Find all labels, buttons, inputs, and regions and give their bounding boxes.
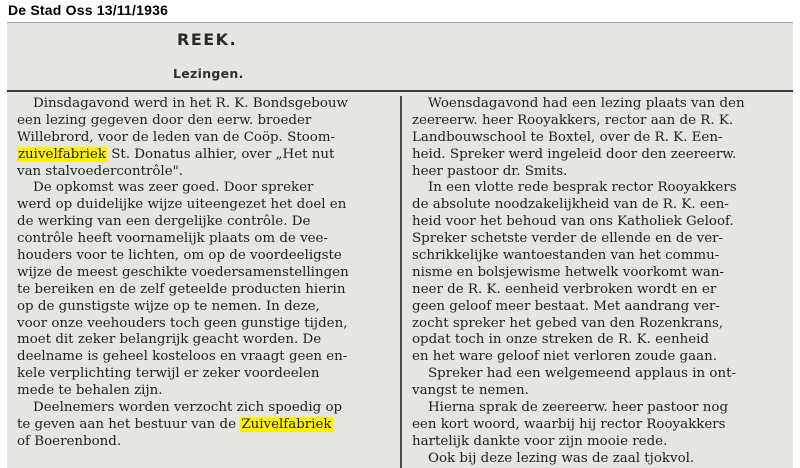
text-line bbox=[412, 434, 788, 451]
text-line bbox=[412, 299, 788, 316]
text-run: de werking van een dergelijke contrôle. De bbox=[17, 214, 311, 230]
text-line bbox=[412, 113, 788, 130]
text-line bbox=[412, 383, 788, 400]
text-run: vangst te nemen. bbox=[412, 383, 529, 399]
text-run: St. Donatus alhier, over „Het nut bbox=[106, 146, 335, 162]
article-heading: REEK. bbox=[177, 30, 238, 49]
text-line bbox=[412, 231, 788, 248]
column-divider bbox=[400, 96, 402, 468]
text-run: deelname is geheel kosteloos en vraagt geen en- bbox=[17, 349, 348, 365]
text-run: Landbouwschool te Boxtel, over de R. K. Een- bbox=[412, 129, 723, 145]
text-line bbox=[17, 400, 393, 417]
text-run: zocht spreker het gebed van den Rozenkrans, bbox=[412, 315, 724, 331]
text-run: Woensdagavond had een lezing plaats van den bbox=[428, 96, 745, 111]
text-run: wijze de meest geschikte voedersamenstellingen bbox=[17, 264, 349, 280]
text-line bbox=[412, 366, 788, 383]
text-run: In een vlotte rede besprak rector Rooyakkers bbox=[428, 180, 737, 196]
text-line bbox=[17, 96, 393, 113]
text-line bbox=[412, 130, 788, 147]
text-line bbox=[412, 164, 788, 181]
text-run: te bereiken en de zelf geteelde producten hierin bbox=[17, 281, 346, 297]
text-line bbox=[412, 197, 788, 214]
text-run: of Boerenbond. bbox=[17, 433, 122, 449]
text-line bbox=[17, 113, 393, 130]
text-line bbox=[17, 130, 393, 147]
text-line bbox=[412, 96, 788, 113]
text-line bbox=[17, 349, 393, 366]
highlighted-term: Zuivelfabriek bbox=[241, 416, 332, 432]
left-column bbox=[17, 96, 393, 451]
text-run: zeereerw. heer Rooyakkers, rector aan de R. K. bbox=[412, 112, 734, 128]
text-run: Deelnemers worden verzocht zich spoedig op bbox=[33, 400, 343, 416]
text-run: hartelijk dankte voor zijn mooie rede. bbox=[412, 433, 668, 449]
text-run: op de gunstigste wijze op te nemen. In deze, bbox=[17, 298, 320, 314]
text-run: nisme en bolsjewisme hetwelk voorkomt wan- bbox=[412, 264, 724, 280]
text-line bbox=[17, 282, 393, 299]
text-line bbox=[17, 316, 393, 333]
text-line bbox=[412, 248, 788, 265]
newspaper-clipping bbox=[7, 22, 793, 468]
text-run: heid. Spreker werd ingeleid door den zeereerw. bbox=[412, 146, 737, 162]
right-column bbox=[412, 96, 788, 468]
text-line bbox=[412, 214, 788, 231]
text-run: heer pastoor dr. Smits. bbox=[412, 163, 568, 179]
text-line bbox=[412, 265, 788, 282]
text-run: voor onze veehouders toch geen gunstige tijden, bbox=[17, 315, 348, 331]
text-run: opdat toch in onze streken de R. K. eenheid bbox=[412, 332, 709, 348]
text-line bbox=[17, 214, 393, 231]
text-line bbox=[17, 332, 393, 349]
highlighted-term: zuivelfabriek bbox=[18, 146, 106, 162]
text-line bbox=[412, 332, 788, 349]
text-run: schrikkelijke wantoestanden van het commu- bbox=[412, 248, 720, 264]
text-run: Willebrord, voor de leden van de Coöp. Stoom- bbox=[17, 129, 336, 145]
text-run: een lezing gegeven door den eerw. broeder bbox=[17, 112, 312, 128]
text-run: kele verplichting terwijl er zeker voordeelen bbox=[17, 366, 320, 382]
text-run: De opkomst was zeer goed. Door spreker bbox=[33, 180, 314, 196]
text-run: te geven aan het bestuur van de bbox=[17, 416, 241, 432]
text-run: neer de R. K. eenheid verbroken wordt en er bbox=[412, 281, 717, 297]
text-line bbox=[17, 434, 393, 451]
text-run: de absolute noodzakelijkheid van de R. K. een- bbox=[412, 197, 729, 213]
text-line bbox=[412, 417, 788, 434]
text-line bbox=[17, 366, 393, 383]
text-run: moet dit zeker belangrijk geacht worden. De bbox=[17, 332, 322, 348]
article-subheading: Lezingen. bbox=[173, 66, 244, 81]
text-run: houders voor te lichten, om op de voordeeligste bbox=[17, 248, 342, 264]
text-run: Hierna sprak de zeereerw. heer pastoor nog bbox=[428, 400, 729, 416]
clipping-top-edge bbox=[7, 22, 793, 23]
text-line bbox=[412, 147, 788, 164]
text-run: een kort woord, waarbij hij rector Rooyakkers bbox=[412, 416, 726, 432]
text-line bbox=[17, 164, 393, 181]
text-run: contrôle heeft voornamelijk plaats om de vee- bbox=[17, 231, 329, 247]
text-line bbox=[17, 231, 393, 248]
text-line bbox=[412, 400, 788, 417]
text-run: Dinsdagavond werd in het R. K. Bondsgebouw bbox=[33, 96, 348, 111]
heading-divider bbox=[7, 90, 793, 92]
text-line bbox=[17, 383, 393, 400]
text-line bbox=[412, 282, 788, 299]
text-line bbox=[17, 248, 393, 265]
text-run: werd op duidelijke wijze uiteengezet het doel en bbox=[17, 197, 347, 213]
text-line bbox=[17, 299, 393, 316]
text-line bbox=[17, 265, 393, 282]
text-run: heid voor het behoud van ons Katholiek Geloof. bbox=[412, 214, 734, 230]
text-run: Spreker had een welgemeend applaus in ont- bbox=[428, 366, 736, 382]
text-line bbox=[17, 417, 393, 434]
text-run: en het ware geloof niet verloren zoude gaan. bbox=[412, 349, 717, 365]
text-line bbox=[412, 316, 788, 333]
text-line bbox=[412, 349, 788, 366]
text-line bbox=[17, 197, 393, 214]
text-line bbox=[412, 180, 788, 197]
newspaper-caption: De Stad Oss 13/11/1936 bbox=[8, 2, 169, 18]
text-run: van stalvoedercontrôle". bbox=[17, 163, 184, 179]
text-line bbox=[17, 147, 393, 164]
text-run: Ook bij deze lezing was de zaal tjokvol. bbox=[428, 450, 695, 466]
text-run: mede te behalen zijn. bbox=[17, 383, 163, 399]
text-run: Spreker schetste verder de ellende en de ver- bbox=[412, 231, 724, 247]
text-line bbox=[412, 451, 788, 468]
text-run: geen geloof meer bestaat. Met aandrang ver- bbox=[412, 298, 720, 314]
text-line bbox=[17, 180, 393, 197]
